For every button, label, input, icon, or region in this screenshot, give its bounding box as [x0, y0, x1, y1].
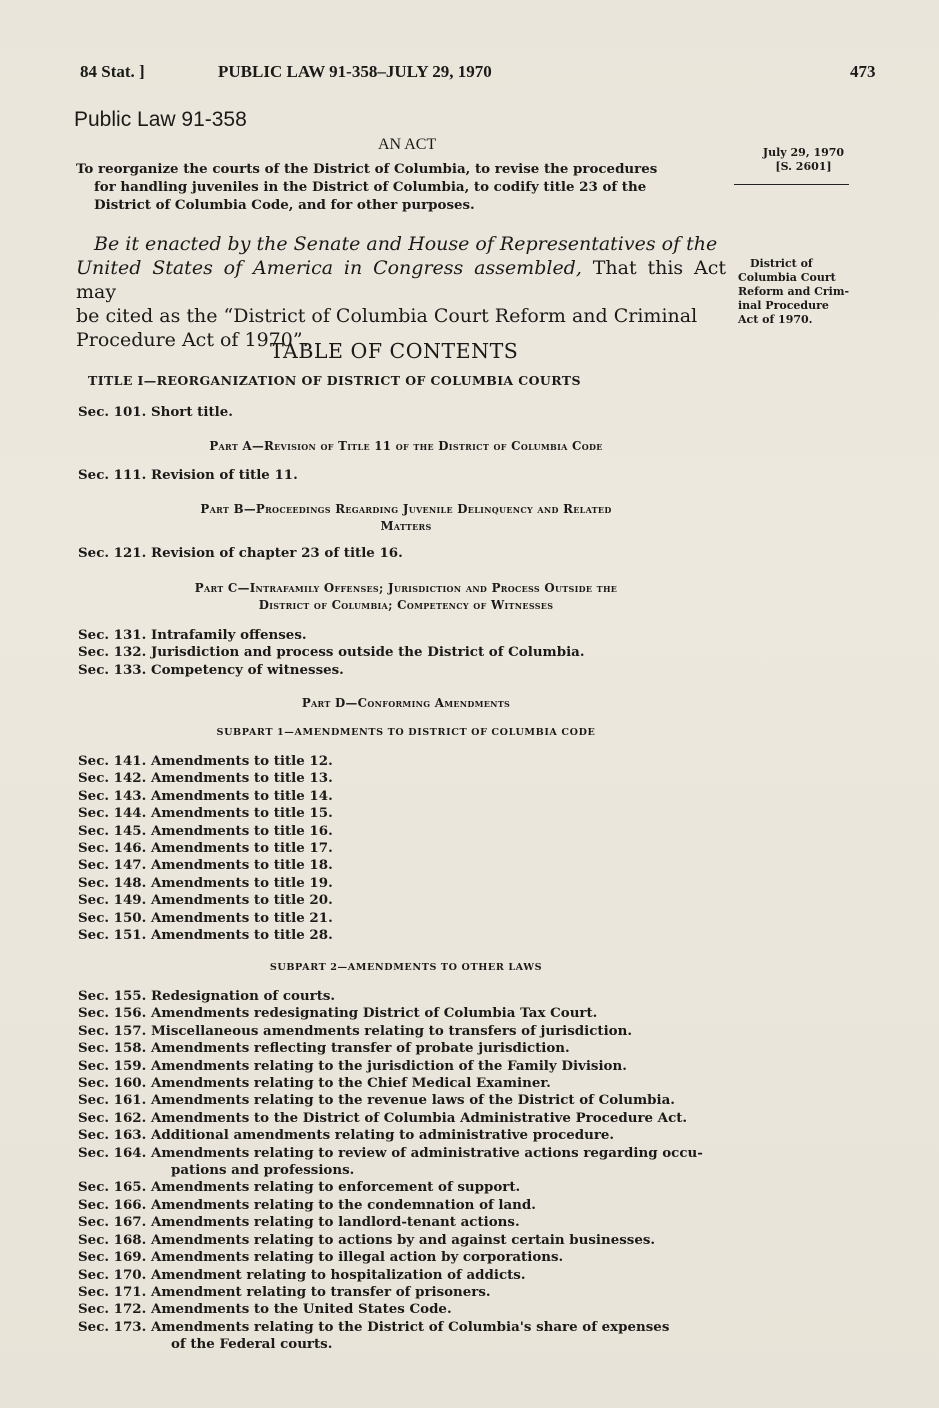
toc-section: Sec. 131. Intrafamily offenses. — [78, 627, 307, 643]
enacting-clause — [76, 232, 726, 352]
toc-section: Sec. 149. Amendments to title 20. — [78, 892, 333, 909]
enactment-date: July 29, 1970 — [762, 146, 845, 159]
toc-section: Sec. 168. Amendments relating to actions by and against certain businesses. — [78, 1231, 656, 1248]
running-header: PUBLIC LAW 91-358–JULY 29, 1970 — [218, 62, 492, 81]
toc-section: Sec. 147. Amendments to title 18. — [78, 857, 333, 874]
toc-section: Sec. 165. Amendments relating to enforcement of support. — [78, 1179, 521, 1196]
toc-section: Sec. 144. Amendments to title 15. — [78, 805, 333, 822]
enact-line-italic: United States of America in Congress assembled, — [76, 257, 582, 279]
toc-section: Sec. 167. Amendments relating to landlord-tenant actions. — [78, 1214, 520, 1231]
toc-section: Sec. 172. Amendments to the United States Code. — [78, 1301, 452, 1318]
part-b-heading: Part B—Proceedings Regarding Juvenile Delinquency and Related — [200, 502, 612, 516]
toc-section: Sec. 163. Additional amendments relating to administrative procedure. — [78, 1127, 615, 1144]
part-d-heading: Part D—Conforming Amendments — [301, 696, 511, 710]
toc-section: Sec. 166. Amendments relating to the condemnation of land. — [78, 1196, 536, 1213]
toc-title: TABLE OF CONTENTS — [270, 339, 519, 363]
toc-section: Sec. 160. Amendments relating to the Chief Medical Examiner. — [78, 1075, 551, 1092]
toc-section-continuation: pations and professions. — [171, 1162, 355, 1179]
toc-section: Sec. 159. Amendments relating to the jurisdiction of the Family Division. — [78, 1057, 627, 1074]
toc-section: Sec. 150. Amendments to title 21. — [78, 909, 333, 926]
enact-line: Be it enacted by the Senate and House of Representatives of the — [94, 233, 718, 255]
enact-line-rest: That this Act may — [76, 257, 726, 303]
statute-reference: 84 Stat. ] — [80, 62, 145, 81]
toc-section: Sec. 170. Amendment relating to hospitalization of addicts. — [78, 1266, 526, 1283]
toc-section: Sec. 121. Revision of chapter 23 of title 16. — [78, 545, 403, 561]
toc-section: Sec. 148. Amendments to title 19. — [78, 874, 333, 891]
toc-section: Sec. 111. Revision of title 11. — [78, 467, 298, 483]
enact-line: Procedure Act of 1970”. — [76, 329, 309, 351]
toc-section: Sec. 173. Amendments relating to the District of Columbia's share of expenses — [78, 1318, 670, 1335]
margin-note-line: Columbia Court — [738, 271, 836, 284]
part-heading — [76, 580, 736, 614]
part-c-section-list — [78, 627, 738, 679]
bill-number: [S. 2601] — [775, 160, 832, 173]
subpart-1-section-list — [78, 753, 738, 944]
part-heading — [76, 438, 736, 455]
act-purpose — [76, 160, 728, 214]
toc-section: Sec. 164. Amendments relating to review of administrative actions regarding occu- — [78, 1144, 703, 1161]
margin-note-date — [758, 146, 849, 185]
toc-section: Sec. 133. Competency of witnesses. — [78, 661, 344, 678]
part-c-heading: Part C—Intrafamily Offenses; Jurisdiction and Process Outside the — [194, 581, 618, 595]
toc-section: Sec. 142. Amendments to title 13. — [78, 770, 333, 787]
toc-section: Sec. 156. Amendments redesignating District of Columbia Tax Court. — [78, 1005, 598, 1022]
margin-note-act-name — [738, 257, 863, 327]
toc-section: Sec. 141. Amendments to title 12. — [78, 753, 333, 769]
part-heading — [76, 501, 736, 535]
toc-section: Sec. 151. Amendments to title 28. — [78, 927, 333, 944]
part-c-heading-cont: District of Columbia; Competency of Witnesses — [258, 598, 554, 612]
toc-section: Sec. 157. Miscellaneous amendments relating to transfers of jurisdiction. — [78, 1022, 633, 1039]
part-b-heading-cont: Matters — [380, 519, 432, 533]
margin-note-line: inal Procedure — [738, 299, 829, 312]
margin-note-line: Act of 1970. — [738, 313, 813, 326]
page-number: 473 — [850, 62, 876, 81]
an-act-heading: AN ACT — [378, 136, 437, 153]
enact-line: be cited as the “District of Columbia Court Reform and Criminal — [76, 305, 698, 327]
title-heading: TITLE I—REORGANIZATION OF DISTRICT OF COLUMBIA COURTS — [88, 373, 581, 388]
part-heading — [76, 695, 736, 712]
subpart-2-section-list — [78, 988, 738, 1354]
purpose-line: for handling juveniles in the District of Columbia, to codify title 23 of the — [94, 179, 647, 195]
toc-section: Sec. 161. Amendments relating to the revenue laws of the District of Columbia. — [78, 1092, 675, 1109]
toc-section: Sec. 171. Amendment relating to transfer of prisoners. — [78, 1283, 491, 1300]
margin-note-line: District of — [750, 257, 813, 270]
margin-note-line: Reform and Crim- — [738, 285, 850, 298]
purpose-line: To reorganize the courts of the District of Columbia, to revise the procedures — [76, 161, 658, 177]
toc-section: Sec. 101. Short title. — [78, 404, 233, 420]
toc-section: Sec. 145. Amendments to title 16. — [78, 822, 333, 839]
margin-rule — [734, 184, 849, 185]
subpart-heading: SUBPART 2—AMENDMENTS TO OTHER LAWS — [269, 962, 543, 973]
public-law-title: Public Law 91-358 — [74, 108, 247, 131]
purpose-line: District of Columbia Code, and for other purposes. — [94, 197, 475, 213]
toc-section: Sec. 169. Amendments relating to illegal action by corporations. — [78, 1249, 564, 1266]
toc-section: Sec. 155. Redesignation of courts. — [78, 988, 336, 1004]
toc-section-continuation: of the Federal courts. — [171, 1336, 333, 1353]
toc-section: Sec. 158. Amendments reflecting transfer of probate jurisdiction. — [78, 1040, 570, 1057]
toc-section: Sec. 143. Amendments to title 14. — [78, 787, 333, 804]
toc-section: Sec. 132. Jurisdiction and process outside the District of Columbia. — [78, 644, 585, 661]
subpart-heading: SUBPART 1—AMENDMENTS TO DISTRICT OF COLUMBIA CODE — [216, 727, 596, 738]
toc-section: Sec. 162. Amendments to the District of Columbia Administrative Procedure Act. — [78, 1109, 688, 1126]
part-a-heading: Part A—Revision of Title 11 of the District of Columbia Code — [209, 439, 603, 453]
toc-section: Sec. 146. Amendments to title 17. — [78, 840, 333, 857]
